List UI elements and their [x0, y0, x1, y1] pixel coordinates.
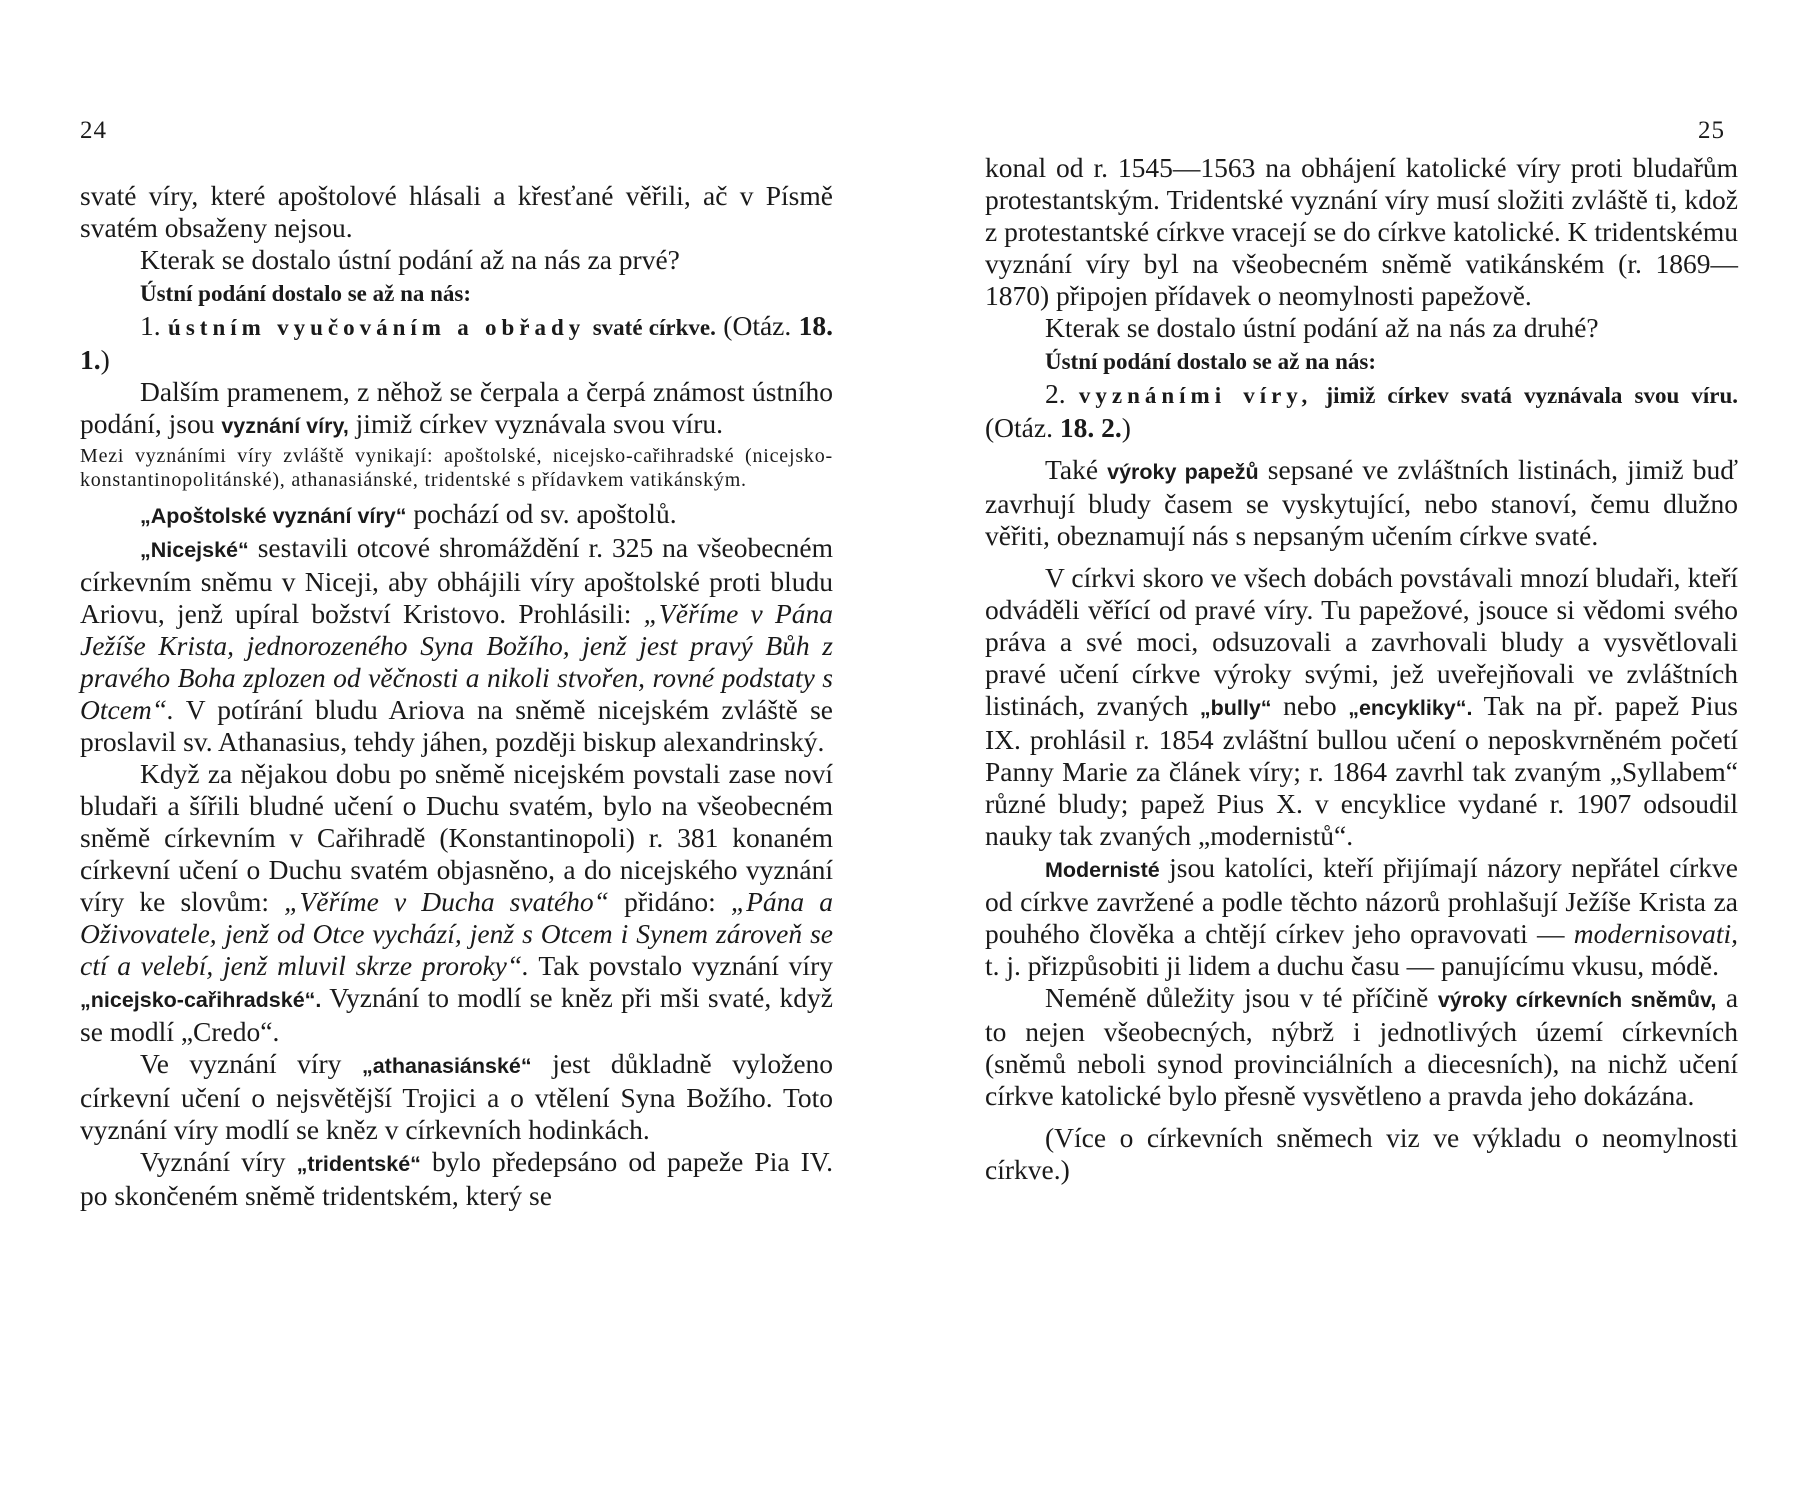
- page-number: 25: [1698, 117, 1725, 144]
- paragraph: Vyznání víry „tridentské“ bylo předepsáno od papeže Pia IV. po skončeném sněmě tridentském, který se: [80, 1146, 833, 1211]
- paragraph: konal od r. 1545—1563 na obhájení katolické víry proti bludařům protestantským. Tridentské vyznání víry musí složiti zvláště ti, kdož z protestantské církve vracejí se do církve katolické. K tridentskému vyznání víry byl na všeobecném sněmě vatikánském (r. 1869—1870) připojen přídavek o neomylnosti papežově.: [985, 152, 1738, 311]
- question: Kterak se dostalo ústní podání až na nás za prvé?: [140, 244, 680, 275]
- question: Kterak se dostalo ústní podání až na nás za druhé?: [1045, 312, 1599, 343]
- paragraph: V církvi skoro ve všech dobách povstávali mnozí bludaři, kteří odváděli věřící od pravé víry. Tu papežové, jsouce si vědomi svého práva a své moci, odsuzovali a zavrhovali bludy a vysvětlovali pravé učení církve výroky svými, jež uveřejňovali ve zvláštních listinách, zvaných „bully“ nebo „encykliky“. Tak na př. papež Pius IX. prohlásil r. 1854 zvláštní bullou učení o neposkvrněném početí Panny Marie za článek víry; r. 1864 zavrhl tak zvaným „Syllabem“ různé bludy; papež Pius X. v encyklice vydané r. 1907 odsoudil nauky tak zvaných „modernistů“.: [985, 562, 1739, 851]
- paragraph: Modernisté jsou katolíci, kteří přijímají názory nepřátel církve od církve zavržené a podle těchto názorů prohlašují Ježíše Krista za pouhého člověka a chtějí církev jeho opravovati — modernisovati, t. j. přizpůsobiti ji lidem a duchu času — panujícímu vkusu, módě.: [985, 852, 1738, 981]
- left-text-column: [80, 180, 833, 1212]
- answer-heading: Ústní podání dostalo se až na nás:: [1045, 349, 1377, 374]
- paragraph: svaté víry, které apoštolové hlásali a křesťané věřili, ač v Písmě svatém obsaženy nejsou.: [80, 180, 833, 243]
- paragraph: Ve vyznání víry „athanasiánské“ jest důkladně vyloženo církevní učení o nejsvětější Trojici a o vtělení Syna Božího. Toto vyznání víry modlí se kněz v církevních hodinkách.: [80, 1048, 834, 1145]
- small-print-note: Mezi vyznáními víry zvláště vynikají: apoštolské, nicejsko-cařihradské (nicejsko-konstantinopolitánské), athanasiánské, tridentské s přídavkem vatikánským.: [80, 445, 833, 491]
- answer: 2. vyznáními víry, jimiž církev svatá vyznávala svou víru. (Otáz. 18. 2.): [985, 378, 1739, 443]
- page-number: 24: [80, 117, 107, 144]
- right-text-column: [985, 152, 1738, 1186]
- paragraph: „Apoštolské vyznání víry“ pochází od sv. apoštolů.: [140, 498, 677, 529]
- paragraph: Když za nějakou dobu po sněmě nicejském povstali zase noví bludaři a šířili bludné učení o Duchu svatém, bylo na všeobecném sněmě církevním v Cařihradě (Konstantinopoli) r. 381 konaném církevní učení o Duchu svatém objasněno, a do nicejského vyznání víry ke slovům: „Věříme v Ducha svatého“ přidáno: „Pána a Oživovatele, jenž od Otce vychází, jenž s Otcem i Synem zároveň se ctí a velebí, jenž mluvil skrze proroky“. Tak povstalo vyznání víry „nicejsko-cařihradské“. Vyznání to modlí se kněz při mši svaté, když se modlí „Credo“.: [80, 758, 833, 1047]
- paragraph: Dalším pramenem, z něhož se čerpala a čerpá známost ústního podání, jsou vyznání víry, jimiž církev vyznávala svou víru.: [80, 376, 833, 439]
- right-page: [905, 0, 1810, 1501]
- paragraph: (Více o církevních sněmech viz ve výkladu o neomylnosti církve.): [985, 1122, 1738, 1185]
- answer: 1. ústním vyučováním a obřady svaté církve. (Otáz. 18. 1.): [80, 310, 834, 375]
- paragraph: Neméně důležity jsou v té příčině výroky církevních sněmův, a to nejen všeobecných, nýbrž i jednotlivých území církevních (sněmů neboli synod provinciálních a diecesních), na nichž učení církve katolické bylo přesně vysvětleno a pravda jeho dokázána.: [985, 982, 1739, 1111]
- paragraph: „Nicejské“ sestavili otcové shromáždění r. 325 na všeobecném církevním sněmu v Niceji, aby obhájili víry apoštolské proti bludu Ariovu, jenž upíral božství Kristovo. Prohlásili: „Věříme v Pána Ježíše Krista, jednorozeného Syna Božího, jenž jest pravý Bůh z pravého Boha zplozen od věčnosti a nikoli stvořen, rovné podstaty s Otcem“. V potírání bludu Ariova na sněmě nicejském zvláště se proslavil sv. Athanasius, tehdy jáhen, později biskup alexandrinský.: [80, 532, 834, 757]
- answer-heading: Ústní podání dostalo se až na nás:: [140, 281, 472, 306]
- paragraph: Také výroky papežů sepsané ve zvláštních listinách, jimiž buď zavrhují bludy časem se vyskytující, nebo stanoví, čemu dlužno věřiti, obeznamují nás s nepsaným učením církve svaté.: [985, 454, 1738, 551]
